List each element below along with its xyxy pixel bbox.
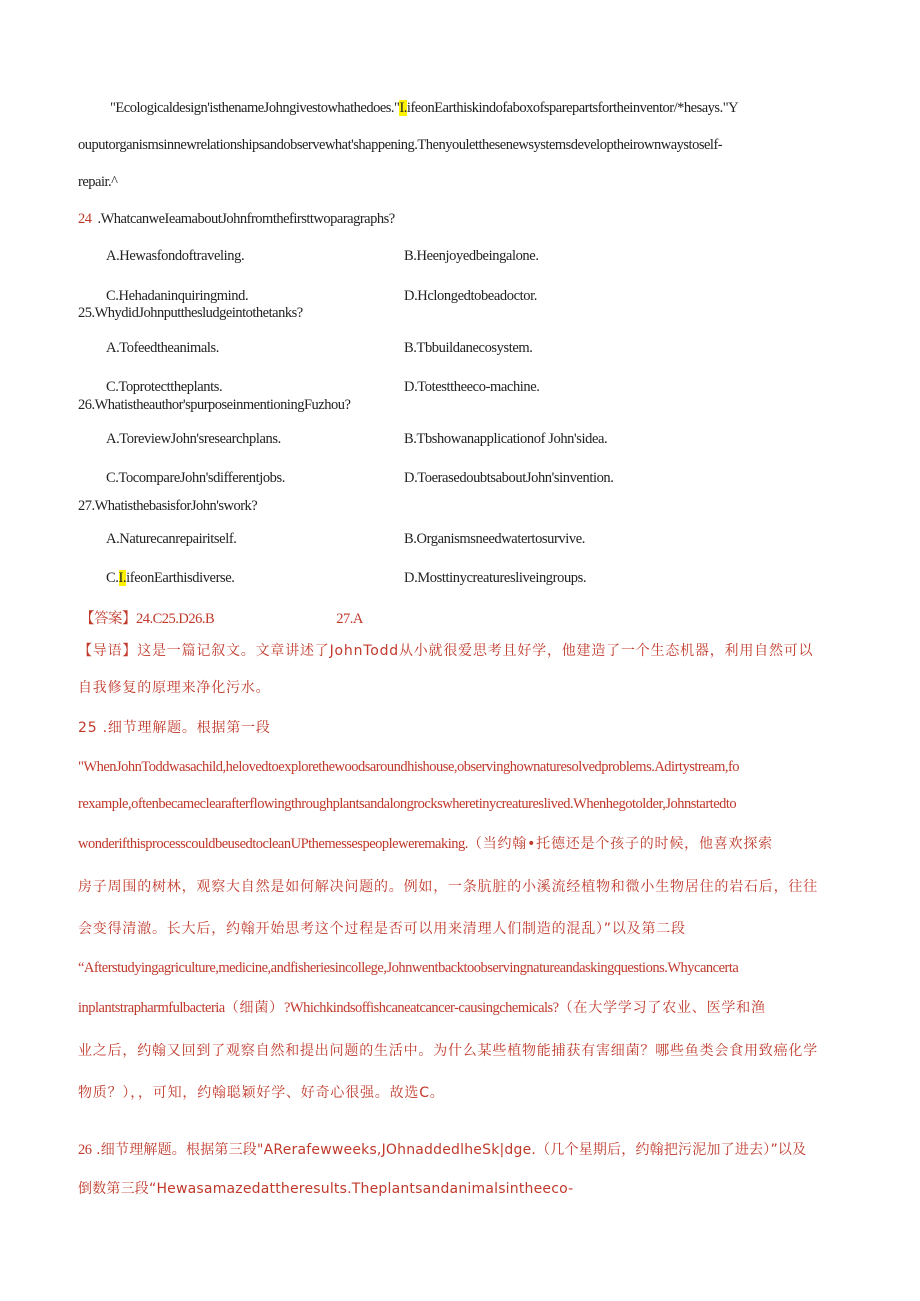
question-25: 25.WhydidJohnputthesludgeintothetanks? — [78, 305, 303, 321]
explain-26-head — [78, 1139, 806, 1159]
passage-line-3: repair.^ — [78, 174, 118, 190]
q26-option-a: A.ToreviewJohn'sresearchplans. — [106, 431, 281, 447]
question-24 — [78, 211, 395, 228]
q26-option-b: B.Tbshowanapplicationof John'sidea. — [404, 431, 608, 447]
guide-line-2: 自我修复的原理来净化污水。 — [78, 680, 271, 696]
question-number: 24 — [78, 211, 92, 227]
q24-option-c: C.Hehadaninquiringmind. — [106, 288, 249, 304]
passage-line-2: ouputorganismsinnewrelationshipsandobservewhat'shappening.Thenyouletthesenewsystemsdeveloptheirownwaystoself- — [78, 137, 723, 153]
highlight: I. — [118, 570, 127, 586]
passage-line-1 — [110, 100, 738, 117]
guide-line-1: 【导语】这是一篇记叙文。文章讲述了JohnTodd从小就很爱思考且好学，他建造了一个生态机器，利用自然可以 — [78, 643, 814, 659]
english-text: ?Whichkindsoffishcaneatcancer-causingchemicals? — [283, 1000, 559, 1016]
q24-option-d: D.Hclongedtobeadoctor. — [404, 288, 537, 304]
answer-line — [80, 607, 363, 628]
answer-27: 27.A — [336, 611, 363, 627]
explain-25-head: 25 .细节理解题。根据第一段 — [78, 720, 271, 736]
explain-25-line-8: 业之后，约翰又回到了观察自然和提出问题的生活中。为什么某些植物能捕获有害细菌？哪些鱼类会食用致癌化学 — [78, 1043, 818, 1059]
explain-25-line-1: "WhenJohnToddwasachild,helovedtoexplorethewoodsaroundhishouse,observinghownaturesolvedproblems.Adirtystream,fo — [78, 759, 740, 775]
q25-option-c: C.Toprotecttheplants. — [106, 379, 223, 395]
q26-option-c: C.TocompareJohn'sdifferentjobs. — [106, 470, 286, 486]
explain-26-line-2: 倒数第三段“Hewasamazedattheresults.Theplantsandanimalsintheeco- — [78, 1181, 574, 1197]
english-text: inplantstrapharmfulbacteria — [78, 1000, 225, 1016]
q27-option-a: A.Naturecanrepairitself. — [106, 531, 237, 547]
explain-25-line-3 — [78, 833, 773, 853]
explain-25-line-5: 会变得清澈。长大后，约翰开始思考这个过程是否可以用来清理人们制造的混乱）”以及第二段 — [78, 921, 686, 937]
q24-option-a: A.Hewasfondoftraveling. — [106, 248, 245, 264]
highlight: I. — [399, 100, 407, 116]
q27-option-d: D.Mosttinycreaturesliveingroups. — [404, 570, 587, 586]
answer-label: 【答案】24.C25.D26.B — [80, 611, 215, 627]
q24-option-b: B.Heenjoyedbeingalone. — [404, 248, 539, 264]
chinese-text: （在大学学习了农业、医学和渔 — [558, 1000, 766, 1016]
chinese-text: （当约翰•托德还是个孩子的时候，他喜欢探索 — [467, 836, 773, 852]
english-text: wonderifthisprocesscouldbeusedtocleanUPthemessespeopleweremaking. — [78, 836, 468, 852]
explain-text: .细节理解题。根据第三段"ARerafewweeks,JOhnaddedlheSk|dge.（几个星期后，约翰把污泥加了进去）”以及 — [91, 1142, 807, 1158]
q27-option-c — [106, 570, 235, 587]
option-prefix: C. — [106, 570, 119, 586]
explain-25-line-2: rexample,oftenbecameclearafterflowingthroughplantsandalongrockswheretinycreatureslived.Whenhegotolder,Johnstartedto — [78, 796, 737, 812]
passage-text: ifeonEarthiskindofaboxofsparepartsfortheinventor/*hesays."Y — [406, 100, 739, 116]
question-27: 27.WhatisthebasisforJohn'swork? — [78, 498, 258, 514]
q25-option-d: D.Totesttheeco-machine. — [404, 379, 540, 395]
q26-option-d: D.ToerasedoubtsaboutJohn'sinvention. — [404, 470, 614, 486]
question-26: 26.Whatistheauthor'spurposeinmentioningFuzhou? — [78, 397, 351, 413]
q25-option-b: B.Tbbuildanecosystem. — [404, 340, 533, 356]
chinese-text: （细菌） — [224, 1000, 284, 1016]
question-number: 26 — [78, 1142, 92, 1158]
explain-25-line-7 — [78, 997, 766, 1017]
explain-25-line-4: 房子周围的树林，观察大自然是如何解决问题的。例如，一条肮脏的小溪流经植物和微小生物居住的岩石后，往往 — [78, 879, 818, 895]
explain-25-line-6: “Afterstudyingagriculture,medicine,andfisheriesincollege,Johnwentbacktoobservingnatureandaskingquestions.Whycancerta — [78, 960, 739, 976]
option-text: ifeonEarthisdiverse. — [126, 570, 235, 586]
question-text: .WhatcanweIeamaboutJohnfromthefirsttwoparagraphs? — [97, 211, 395, 227]
passage-text: "Ecologicaldesign'isthenameJohngivestowhathedoes." — [110, 100, 400, 116]
q25-option-a: A.Tofeedtheanimals. — [106, 340, 219, 356]
q27-option-b: B.Organismsneedwatertosurvive. — [404, 531, 586, 547]
explain-25-line-9: 物质？），，可知，约翰聪颖好学、好奇心很强。故选C。 — [78, 1085, 445, 1101]
